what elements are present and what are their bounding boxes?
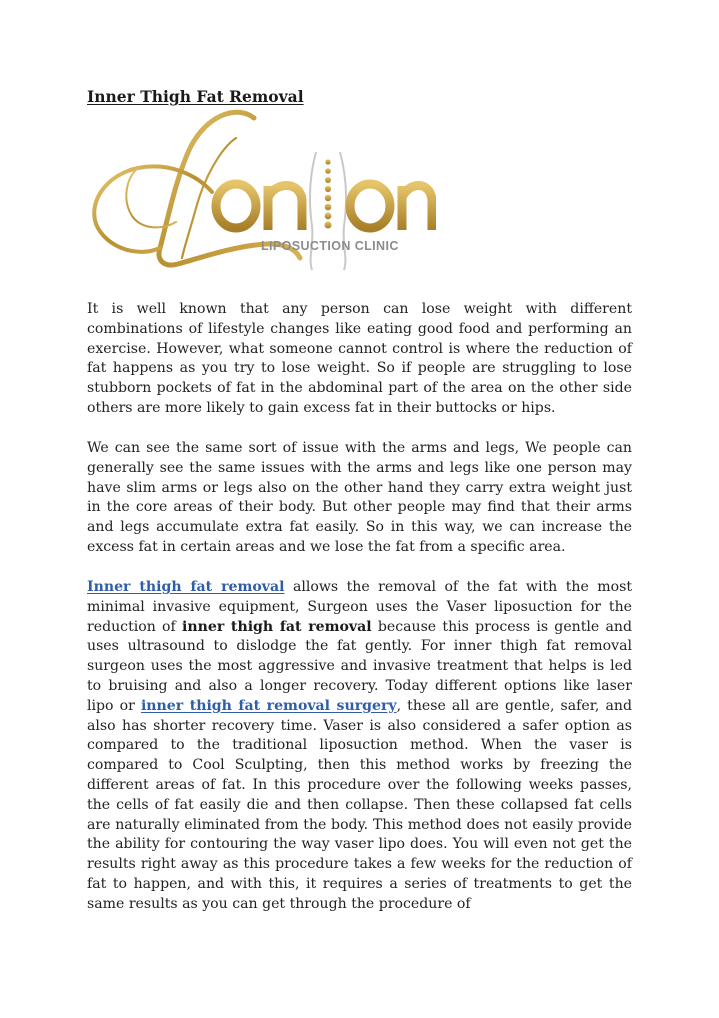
paragraph-procedure bbox=[87, 578, 632, 915]
page-title: Inner Thigh Fat Removal bbox=[87, 87, 304, 106]
paragraph-text-segment: , these all are gentle, safer, and also has shorter recovery time. Vaser is also considered a safer option as compared to the traditional liposuction method. When the vaser is compared to Cool Sculpting, then this method works by freezing the different areas of fat. In this procedure over the following weeks passes, the cells of fat easily die and then collapse. Then these collapsed fat cells are naturally eliminated from the body. This method does not easily provide the ability for contouring the way vaser lipo does. You will even not get the results right away as this procedure takes a few weeks for the reduction of fat to happen, and with this, it requires a series of treatments to get the same results as you can get through the procedure of bbox=[87, 697, 632, 912]
paragraph-text-segment: allows the removal of the fat with the most minimal invasive equipment, Surgeon uses the Vaser liposuction for the reduction of bbox=[87, 579, 633, 635]
bold-keyword: inner thigh fat removal bbox=[182, 618, 372, 635]
clinic-logo bbox=[86, 108, 436, 276]
inner-thigh-fat-removal-surgery-link[interactable]: inner thigh fat removal surgery bbox=[140, 697, 397, 714]
paragraph-arms-legs: We can see the same sort of issue with the arms and legs, We people can generally see the same issues with the arms and legs like one person may have slim arms or legs also on the other hand they carry extra weight just in the core areas of their body. But other people may find that their arms and legs accumulate extra fat easily. So in this way, we can increase the excess fat in certain areas and we lose the fat from a specific area. bbox=[87, 440, 632, 555]
inner-thigh-fat-removal-link[interactable]: Inner thigh fat removal bbox=[87, 579, 285, 595]
paragraph-intro: It is well known that any person can lose weight with different combinations of lifestyle changes like eating good food and performing an exercise. However, what someone cannot control is where the reduction of fat happens as you try to lose weight. So if people are struggling to lose stubborn pockets of fat in the abdominal part of the area on the other side others are more likely to gain excess fat in their buttocks or hips. bbox=[87, 301, 632, 416]
paragraph-text-segment: because this process is gentle and uses ultrasound to dislodge the fat gently. For inner thigh fat removal surgeon uses the most aggressive and invasive treatment that helps is led to bruising and also a longer recovery. Today different options like laser lipo or bbox=[87, 618, 633, 714]
logo-tagline: LIPOSUCTION CLINIC bbox=[261, 239, 399, 253]
logo-graphic bbox=[86, 108, 436, 276]
